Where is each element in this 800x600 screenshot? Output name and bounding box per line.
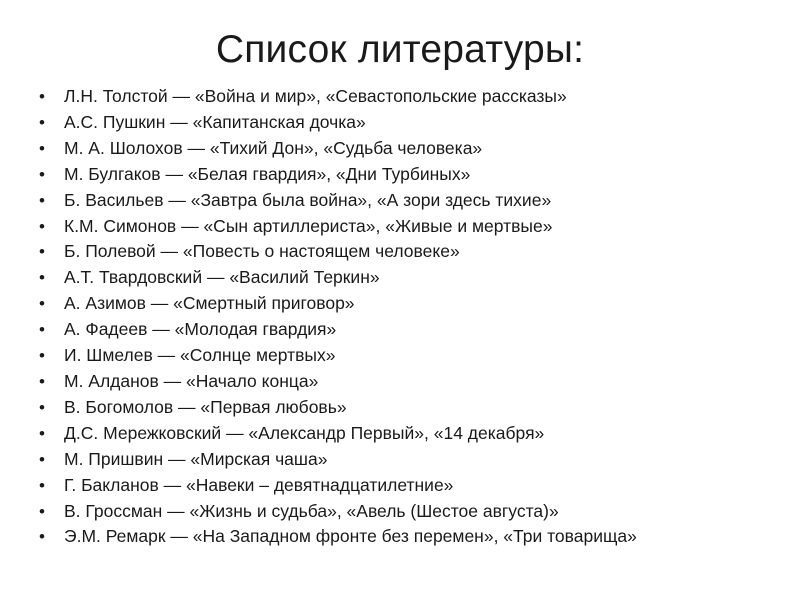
bullet-icon: • (39, 112, 45, 132)
bullet-icon: • (39, 294, 45, 314)
list-item (38, 239, 758, 265)
list-item-text: Э.М. Ремарк — «На Западном фронте без перемен», «Три товарища» (64, 526, 637, 547)
list-item-text: А. Фадеев — «Молодая гвардия» (64, 319, 337, 340)
bullet-icon: • (39, 216, 45, 236)
bullet-icon: • (39, 371, 45, 391)
list-item-text: М. Булгаков — «Белая гвардия», «Дни Турбиных» (64, 163, 471, 184)
bullet-icon: • (39, 423, 45, 443)
list-item (38, 84, 758, 110)
list-item-text: И. Шмелев — «Солнце мертвых» (64, 345, 336, 366)
list-item-text: Б. Полевой — «Повесть о настоящем человеке» (64, 241, 460, 262)
list-item (38, 369, 758, 395)
list-item-text: А.С. Пушкин — «Капитанская дочка» (64, 111, 366, 132)
bullet-icon: • (39, 527, 45, 547)
bullet-icon: • (39, 138, 45, 158)
list-item-text: М. Алданов — «Начало конца» (64, 370, 319, 391)
slide-title: Список литературы: (215, 28, 585, 71)
list-item-text: Г. Бакланов — «Навеки – девятнадцатилетние» (64, 474, 454, 495)
bullet-icon: • (39, 87, 45, 106)
bullet-icon: • (39, 190, 45, 210)
list-item (38, 265, 758, 291)
bibliography-list (38, 84, 758, 550)
bullet-icon: • (39, 164, 45, 184)
list-item (38, 110, 758, 136)
list-item-text: М. А. Шолохов — «Тихий Дон», «Судьба человека» (64, 137, 483, 158)
bullet-icon: • (39, 501, 45, 521)
list-item-text: Б. Васильев — «Завтра была война», «А зори здесь тихие» (64, 189, 552, 210)
list-item-text: К.М. Симонов — «Сын артиллериста», «Живые и мертвые» (64, 215, 553, 236)
list-item (38, 447, 758, 473)
bullet-icon: • (39, 449, 45, 469)
list-item (38, 524, 758, 550)
list-item-text: Д.С. Мережковский — «Александр Первый», «14 декабря» (64, 422, 545, 443)
list-item (38, 291, 758, 317)
bullet-icon: • (39, 475, 45, 495)
bullet-icon: • (39, 268, 45, 288)
list-item-text: В. Богомолов — «Первая любовь» (64, 396, 347, 417)
list-item (38, 395, 758, 421)
list-item (38, 499, 758, 525)
list-item (38, 136, 758, 162)
bullet-icon: • (39, 397, 45, 417)
list-item-text: Л.Н. Толстой — «Война и мир», «Севастопольские рассказы» (64, 86, 567, 106)
list-item (38, 214, 758, 240)
bullet-icon: • (39, 346, 45, 366)
list-item (38, 317, 758, 343)
bullet-icon: • (39, 320, 45, 340)
list-item-text: А. Азимов — «Смертный приговор» (64, 293, 355, 314)
list-item (38, 162, 758, 188)
list-item (38, 473, 758, 499)
list-item (38, 188, 758, 214)
list-item (38, 343, 758, 369)
list-item-text: М. Пришвин — «Мирская чаша» (64, 448, 328, 469)
list-item (38, 421, 758, 447)
list-item-text: А.Т. Твардовский — «Василий Теркин» (64, 267, 380, 288)
bullet-icon: • (39, 242, 45, 262)
list-item-text: В. Гроссман — «Жизнь и судьба», «Авель (Шестое августа)» (64, 500, 559, 521)
